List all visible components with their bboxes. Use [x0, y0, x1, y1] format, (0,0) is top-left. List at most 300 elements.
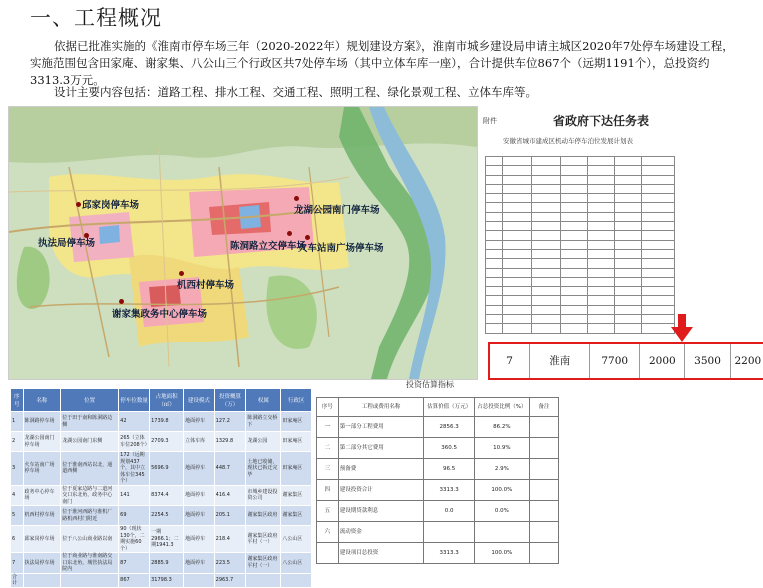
table-cell: 政务中心停车场 [23, 485, 61, 506]
mini-table-cell [503, 305, 532, 314]
mini-table-row [486, 184, 675, 193]
mini-table-cell [486, 194, 503, 203]
table-cell: 416.4 [214, 485, 246, 506]
table-cell: 3313.3 [424, 480, 474, 501]
table-cell: 2709.3 [150, 432, 184, 452]
project-table-header-cell: 序号 [11, 389, 24, 412]
mini-table-cell [532, 268, 561, 277]
table-cell: 448.7 [214, 452, 246, 486]
invest-header-cell: 占总投资比例（%） [474, 398, 529, 417]
table-cell [529, 522, 558, 543]
mini-table-cell [486, 315, 503, 324]
table-cell: 位于淮河西路与淮机厂路机西村门附近 [61, 506, 119, 526]
task-document [483, 108, 753, 326]
mini-table-cell [615, 249, 642, 258]
mini-table-cell [642, 175, 675, 184]
table-cell: 田家庵区 [281, 452, 312, 486]
table-cell: 5696.9 [150, 452, 184, 486]
table-cell: 龙湖公园南门停车场 [23, 432, 61, 452]
mini-table-cell [486, 157, 503, 166]
mini-table-cell [588, 296, 615, 305]
mini-table-cell [588, 277, 615, 286]
mini-table-cell [615, 231, 642, 240]
table-cell: 205.1 [214, 506, 246, 526]
mini-table-cell [532, 305, 561, 314]
project-table-header-cell: 名称 [23, 389, 61, 412]
table-cell [529, 438, 558, 459]
mini-table-cell [615, 296, 642, 305]
table-cell: 位于商业路与淮南路交口东北角，城管执法局院内 [61, 553, 119, 574]
mini-table-cell [615, 194, 642, 203]
mini-table-cell [642, 222, 675, 231]
mini-table-cell [486, 324, 503, 333]
mini-table-cell [532, 212, 561, 221]
table-cell: 六 [317, 522, 339, 543]
mini-table-cell [615, 212, 642, 221]
table-cell [281, 573, 312, 587]
mini-table-row [486, 222, 675, 231]
table-cell: 龙湖公园南门东侧 [61, 432, 119, 452]
table-cell: 69 [119, 506, 150, 526]
invest-table [316, 397, 559, 564]
mini-table-cell [532, 222, 561, 231]
mini-table-cell [588, 305, 615, 314]
table-cell: 867 [119, 573, 150, 587]
table-cell: 地面停车 [184, 506, 215, 526]
mini-table-cell [486, 296, 503, 305]
mini-table-cell [588, 231, 615, 240]
mini-table-cell [588, 259, 615, 268]
table-cell: 10.9% [474, 438, 529, 459]
table-cell: 87 [119, 553, 150, 574]
table-cell: 2856.3 [424, 417, 474, 438]
table-cell: 建设项目总投资 [338, 543, 424, 564]
table-cell: 八公山区 [281, 526, 312, 553]
table-cell: 第二部分其它费用 [338, 438, 424, 459]
mini-table-cell [561, 249, 588, 258]
mini-table-row [486, 296, 675, 305]
table-cell [529, 543, 558, 564]
mini-table-cell [486, 268, 503, 277]
mini-table-cell [561, 315, 588, 324]
mini-table-cell [561, 268, 588, 277]
mini-table-cell [503, 222, 532, 231]
table-cell: 五 [317, 501, 339, 522]
table-cell [23, 573, 61, 587]
table-cell: 地面停车 [184, 526, 215, 553]
project-table-header-cell: 停车位数量 [119, 389, 150, 412]
mini-table-cell [642, 249, 675, 258]
mini-table-cell [532, 277, 561, 286]
map-marker-dot [76, 202, 81, 207]
table-cell [474, 522, 529, 543]
mini-table-cell [588, 315, 615, 324]
mini-table-row [486, 194, 675, 203]
table-cell [529, 480, 558, 501]
table-cell: 1739.8 [150, 412, 184, 432]
mini-table-cell [486, 175, 503, 184]
table-cell: 地面停车 [184, 485, 215, 506]
mini-table-row [486, 240, 675, 249]
mini-table-cell [561, 324, 588, 333]
table-cell: 立体车库 [184, 432, 215, 452]
mini-table-cell [642, 315, 675, 324]
mini-table-cell [486, 166, 503, 175]
mini-table-cell [532, 231, 561, 240]
mini-table-cell [532, 194, 561, 203]
mini-table-row [486, 277, 675, 286]
mini-table-cell [588, 175, 615, 184]
highlight-cell: 7 [490, 344, 530, 378]
map-label-train-station: 火车站南广场停车场 [298, 243, 384, 254]
table-cell [61, 573, 119, 587]
table-cell [246, 573, 281, 587]
table-cell: 市城乡建设投资公司 [246, 485, 281, 506]
highlight-cell: 7700 [590, 344, 640, 378]
table-cell: 第一部分工程费用 [338, 417, 424, 438]
table-cell: 三 [317, 459, 339, 480]
table-row [11, 526, 312, 553]
mini-table-cell [642, 268, 675, 277]
mini-table-cell [503, 203, 532, 212]
table-cell: 谢家集区 [281, 485, 312, 506]
project-table-header-cell: 位置 [61, 389, 119, 412]
invest-caption: 投资估算指标 [406, 380, 454, 389]
table-row [11, 553, 312, 574]
project-table-header [11, 389, 312, 412]
table-row [317, 417, 559, 438]
table-cell: 谢家集区 [281, 506, 312, 526]
mini-table-cell [615, 287, 642, 296]
table-cell: 流动资金 [338, 522, 424, 543]
mini-table-cell [503, 315, 532, 324]
table-cell: 地面停车 [184, 553, 215, 574]
mini-table-cell [486, 277, 503, 286]
mini-table-cell [532, 287, 561, 296]
table-cell: 2 [11, 432, 24, 452]
mini-table-cell [561, 259, 588, 268]
table-cell: 四 [317, 480, 339, 501]
mini-table-cell [561, 194, 588, 203]
table-cell: 谢家集区政府 [246, 506, 281, 526]
mini-table-cell [588, 268, 615, 277]
table-cell: 141 [119, 485, 150, 506]
mini-table-cell [503, 184, 532, 193]
table-cell: 机西村停车场 [23, 506, 61, 526]
mini-table-cell [486, 305, 503, 314]
map-label-xiejiaji: 谢家集政务中心停车场 [112, 309, 208, 320]
table-row [317, 522, 559, 543]
table-cell: 龙湖公园 [246, 432, 281, 452]
table-cell: 位于八公山商业路以南 [61, 526, 119, 553]
mini-table-cell [615, 268, 642, 277]
table-cell: 42 [119, 412, 150, 432]
page-title: 一、工程概况 [30, 6, 162, 30]
mini-table-cell [503, 166, 532, 175]
mini-table-cell [503, 240, 532, 249]
mini-table-cell [532, 166, 561, 175]
map-marker-dot [119, 299, 124, 304]
mini-table-cell [561, 157, 588, 166]
mini-table-cell [642, 296, 675, 305]
mini-table-cell [588, 203, 615, 212]
doc-subtitle: 安徽省城市建成区机动车停车泊位发展计划表 [503, 137, 633, 145]
table-cell: 位于夏家边路与二道河交口东北角，政务中心南门 [61, 485, 119, 506]
mini-table-cell [503, 212, 532, 221]
design-content-paragraph: 设计主要内容包括：道路工程、排水工程、交通工程、照明工程、绿化景观工程、立体车库等。 [54, 85, 537, 99]
mini-table-row [486, 268, 675, 277]
mini-table-cell [503, 287, 532, 296]
table-cell: 谢家集区政府平村（一） [246, 526, 281, 553]
down-arrow-icon [671, 314, 693, 342]
mini-table-cell [503, 249, 532, 258]
mini-table-cell [561, 296, 588, 305]
table-cell: 265（立体车位208个） [119, 432, 150, 452]
table-cell: 1329.8 [214, 432, 246, 452]
mini-table-cell [503, 296, 532, 305]
mini-table-cell [615, 175, 642, 184]
mini-table-cell [588, 184, 615, 193]
table-cell: 谢家集区政府平村（一） [246, 553, 281, 574]
table-cell: 8374.4 [150, 485, 184, 506]
highlight-cell: 2200 [734, 355, 762, 367]
table-cell: 100.0% [474, 543, 529, 564]
intro-paragraph: 依据已批准实施的《淮南市停车场三年（2020-2022年）规划建设方案》，淮南市城乡建设局申请主城区2020年7处停车场建设工程，实施范围包含田家庵、谢家集、八公山三个行政区共7处停车场（其中立体车库一座），合计提供车位867个（远期1191个），总投资约3313.3万元。 [30, 39, 734, 87]
table-cell: 127.2 [214, 412, 246, 432]
table-cell: 3313.3 [424, 543, 474, 564]
table-cell: 4 [11, 485, 24, 506]
mini-table-cell [615, 259, 642, 268]
mini-table-cell [486, 231, 503, 240]
mini-table-cell [642, 203, 675, 212]
mini-table-cell [588, 166, 615, 175]
invest-header-cell: 工程或费用名称 [338, 398, 424, 417]
table-cell: 土地已收储，现状已拆迁完毕 [246, 452, 281, 486]
mini-table-cell [642, 166, 675, 175]
table-cell [184, 573, 215, 587]
table-cell: 陈洞路停车场 [23, 412, 61, 432]
mini-table-cell [615, 315, 642, 324]
table-cell: 一 [317, 417, 339, 438]
mini-table-row [486, 315, 675, 324]
table-cell: 218.4 [214, 526, 246, 553]
project-table-header-cell: 建设模式 [184, 389, 215, 412]
mini-table-cell [588, 324, 615, 333]
mini-table-cell [503, 324, 532, 333]
table-row [11, 412, 312, 432]
mini-table-cell [486, 184, 503, 193]
table-cell [424, 522, 474, 543]
table-cell: 八公山区 [281, 553, 312, 574]
mini-table-cell [642, 305, 675, 314]
table-cell: 31798.3 [150, 573, 184, 587]
table-row [317, 543, 559, 564]
invest-header-cell: 估算价值（万元） [424, 398, 474, 417]
mini-table-cell [486, 212, 503, 221]
table-cell [529, 417, 558, 438]
mini-table-cell [615, 240, 642, 249]
highlight-cell: 淮南 [530, 344, 590, 378]
table-cell: 3 [11, 452, 24, 486]
mini-table-cell [642, 184, 675, 193]
mini-table-row [486, 166, 675, 175]
mini-table-cell [503, 175, 532, 184]
mini-table-cell [642, 240, 675, 249]
mini-table-cell [561, 175, 588, 184]
table-row [317, 480, 559, 501]
table-cell: 6 [11, 526, 24, 553]
map-label-qiujiagang: 邱家岗停车场 [82, 200, 140, 211]
mini-table-cell [561, 231, 588, 240]
table-cell: 0.0% [474, 501, 529, 522]
mini-table-cell [561, 212, 588, 221]
table-cell [529, 459, 558, 480]
table-cell: 陈洞路立交桥下 [246, 412, 281, 432]
mini-table-cell [642, 259, 675, 268]
map-marker-dot [179, 271, 184, 276]
mini-table-cell [486, 203, 503, 212]
mini-table-cell [642, 157, 675, 166]
mini-table-cell [615, 324, 642, 333]
mini-table-cell [532, 324, 561, 333]
table-cell: 田家庵区 [281, 432, 312, 452]
mini-table-cell [642, 277, 675, 286]
table-cell: 172（远期规划437个，其中立体车位345个） [119, 452, 150, 486]
mini-table-cell [486, 259, 503, 268]
mini-table-cell [532, 296, 561, 305]
doc-mini-table [485, 156, 675, 334]
mini-table-cell [615, 305, 642, 314]
mini-table-cell [503, 157, 532, 166]
table-cell: 建设投资合计 [338, 480, 424, 501]
mini-table-cell [588, 194, 615, 203]
mini-table-cell [561, 166, 588, 175]
table-cell: 田家庵区 [281, 412, 312, 432]
highlight-cell: 2000 [640, 344, 685, 378]
map-label-zhifaju: 执法局停车场 [38, 238, 96, 249]
mini-table-cell [615, 203, 642, 212]
mini-table-cell [503, 268, 532, 277]
mini-table-cell [532, 157, 561, 166]
table-cell: 2254.5 [150, 506, 184, 526]
mini-table-cell [561, 287, 588, 296]
map-marker-dot [294, 196, 299, 201]
planning-map [8, 106, 478, 380]
mini-table-row [486, 212, 675, 221]
table-row [317, 459, 559, 480]
table-cell: 位于淮南西站以北，通道西侧 [61, 452, 119, 486]
mini-table-cell [588, 240, 615, 249]
mini-table-cell [615, 166, 642, 175]
mini-table-cell [532, 240, 561, 249]
mini-table-cell [561, 222, 588, 231]
highlight-cell: 3500 [685, 344, 730, 378]
mini-table-cell [503, 194, 532, 203]
table-row [317, 438, 559, 459]
mini-table-row [486, 175, 675, 184]
map-label-chendonglu: 陈洞路立交停车场 [230, 241, 307, 252]
mini-table-cell [532, 315, 561, 324]
highlighted-row [488, 342, 763, 380]
table-cell: 二 [317, 438, 339, 459]
mini-table-cell [503, 259, 532, 268]
project-table [10, 388, 312, 586]
mini-table-row [486, 157, 675, 166]
invest-header-cell: 序号 [317, 398, 339, 417]
table-cell: 邱家岗停车场 [23, 526, 61, 553]
table-cell: 223.5 [214, 553, 246, 574]
table-cell: 执法局停车场 [23, 553, 61, 574]
mini-table-row [486, 287, 675, 296]
table-cell: 7 [11, 553, 24, 574]
invest-table-header [317, 398, 559, 417]
doc-tag: 附件 [483, 117, 497, 125]
table-row [317, 501, 559, 522]
table-cell: 2.9% [474, 459, 529, 480]
invest-header-cell: 备注 [529, 398, 558, 417]
table-row [11, 485, 312, 506]
mini-table-cell [503, 231, 532, 240]
mini-table-cell [642, 194, 675, 203]
mini-table-cell [486, 287, 503, 296]
mini-table-cell [503, 277, 532, 286]
mini-table-row [486, 231, 675, 240]
table-cell: 86.2% [474, 417, 529, 438]
mini-table-cell [486, 249, 503, 258]
doc-title: 省政府下达任务表 [553, 114, 650, 128]
mini-table-cell [561, 184, 588, 193]
mini-table-cell [588, 157, 615, 166]
mini-table-cell [615, 184, 642, 193]
mini-table-cell [532, 259, 561, 268]
mini-table-row [486, 305, 675, 314]
table-cell: 建设期贷款利息 [338, 501, 424, 522]
project-table-header-cell: 权属 [246, 389, 281, 412]
mini-table-cell [532, 203, 561, 212]
table-cell: 合计 [11, 573, 24, 587]
mini-table-cell [642, 287, 675, 296]
mini-table-row [486, 249, 675, 258]
mini-table-row [486, 324, 675, 333]
map-label-jixicun: 机西村停车场 [177, 280, 235, 291]
mini-table-cell [561, 240, 588, 249]
table-row [11, 432, 312, 452]
table-cell [317, 543, 339, 564]
mini-table-cell [561, 305, 588, 314]
mini-table-cell [615, 222, 642, 231]
mini-table-cell [588, 212, 615, 221]
map-marker-dot [287, 231, 292, 236]
table-cell: 100.0% [474, 480, 529, 501]
mini-table-cell [588, 222, 615, 231]
table-cell: 5 [11, 506, 24, 526]
mini-table-cell [642, 231, 675, 240]
table-cell: 0.0 [424, 501, 474, 522]
table-cell: 预备费 [338, 459, 424, 480]
table-cell: 1 [11, 412, 24, 432]
table-cell: 火车站南广场停车场 [23, 452, 61, 486]
table-cell: 一期2966.1；二期1941.3 [150, 526, 184, 553]
mini-table-cell [588, 287, 615, 296]
mini-table-cell [615, 277, 642, 286]
table-cell: 2963.7 [214, 573, 246, 587]
mini-table-cell [561, 203, 588, 212]
project-table-header-cell: 投资概算（万） [214, 389, 246, 412]
mini-table-row [486, 203, 675, 212]
table-cell: 2885.9 [150, 553, 184, 574]
mini-table-row [486, 259, 675, 268]
table-row [11, 452, 312, 486]
